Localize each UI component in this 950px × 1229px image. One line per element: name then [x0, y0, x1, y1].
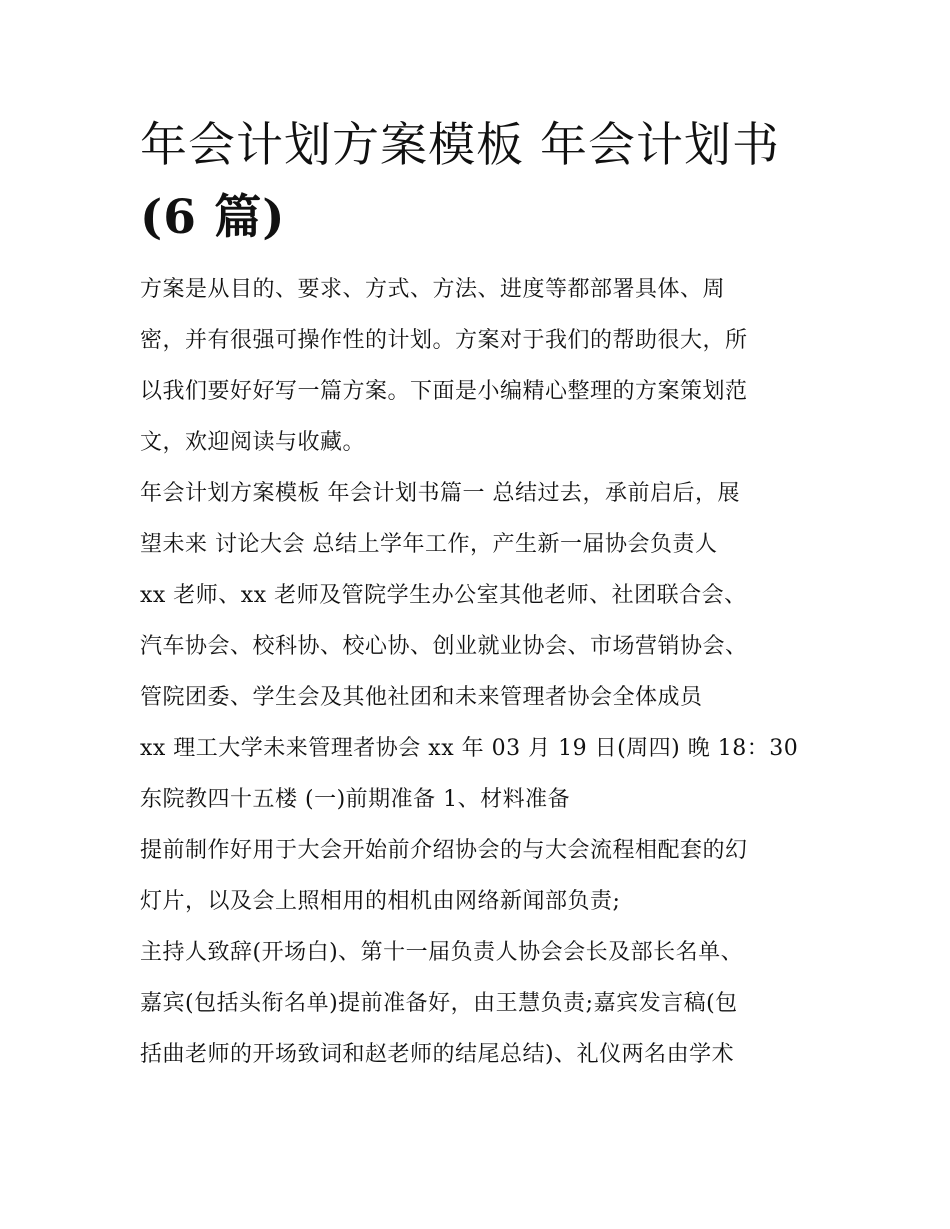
body-line: 管院团委、学生会及其他社团和未来管理者协会全体成员: [140, 685, 703, 710]
title-line-2: (6 篇): [140, 190, 286, 245]
body-line: 主持人致辞(开场白)、第十一届负责人协会会长及部长名单、: [140, 940, 744, 965]
body-line: 提前制作好用于大会开始前介绍协会的与大会流程相配套的幻: [140, 838, 748, 863]
body-line: 密，并有很强可操作性的计划。方案对于我们的帮助很大，所: [140, 328, 748, 353]
body-line: xx 老师、xx 老师及管院学生办公室其他老师、社团联合会、: [140, 583, 747, 608]
body-line: 灯片，以及会上照相用的相机由网络新闻部负责;: [140, 889, 621, 914]
body-line: 汽车协会、校科协、校心协、创业就业协会、市场营销协会、: [140, 634, 748, 659]
body-line: 以我们要好好写一篇方案。下面是小编精心整理的方案策划范: [140, 379, 748, 404]
document-title: [140, 110, 820, 254]
body-line: 东院教四十五楼 (一)前期准备 1、材料准备: [140, 787, 571, 812]
body-line: 望未来 讨论大会 总结上学年工作，产生新一届协会负责人: [140, 532, 718, 557]
body-line: 文，欢迎阅读与收藏。: [140, 430, 366, 455]
body-line: xx 理工大学未来管理者协会 xx 年 03 月 19 日(周四) 晚 18：30: [140, 736, 799, 761]
body-line: 年会计划方案模板 年会计划书篇一 总结过去，承前启后，展: [140, 481, 740, 506]
body-line: 方案是从目的、要求、方式、方法、进度等都部署具体、周: [140, 277, 726, 302]
document-body: [140, 264, 820, 1080]
title-line-1: 年会计划方案模板 年会计划书: [140, 118, 780, 173]
document-page: [140, 110, 820, 1080]
body-line: 嘉宾(包括头衔名单)提前准备好，由王慧负责;嘉宾发言稿(包: [140, 991, 738, 1016]
body-line: 括曲老师的开场致词和赵老师的结尾总结)、礼仪两名由学术: [140, 1042, 735, 1067]
